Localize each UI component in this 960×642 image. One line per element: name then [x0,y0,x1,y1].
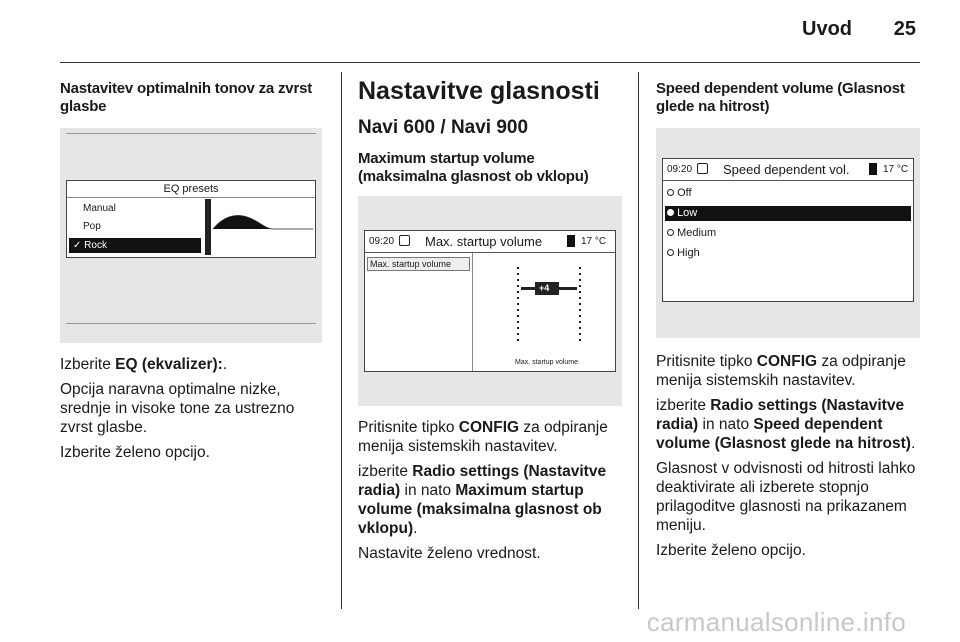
phone-icon [869,163,877,175]
max-startup-title-row [365,231,615,253]
speed-paragraph-4: Izberite želeno opcijo. [656,542,806,559]
eq-option-pop[interactable]: Pop [83,221,101,232]
page-number: 25 [893,18,916,40]
eq-paragraph-3: Izberite želeno opcijo. [60,444,210,461]
max-startup-screenshot [358,196,622,406]
volume-paragraph-2: izberite Radio settings (Nastavitve radia) in nato Maximum startup volume (maksimalna glasnost ob vklopu). [358,463,607,537]
option-off[interactable]: Off [665,187,692,199]
max-startup-list [365,253,473,371]
eq-scrollbar[interactable] [205,199,211,255]
volume-paragraph-1: Pritisnite tipko CONFIG za odpiranje menija sistemskih nastavitev. [358,419,608,455]
max-startup-screen-title: Max. startup volume [425,234,543,249]
eq-option-rock-label: Rock [84,240,107,251]
section-title-volume: Nastavitve glasnosti [358,77,600,105]
checkmark-icon: ✓ [73,240,82,251]
column-divider-2 [638,72,639,609]
section-heading-max-startup: Maximum startup volume (maksimalna glasnost ob vklopu) [358,150,589,185]
eq-curve-graphic [213,199,313,255]
radio-icon [667,189,674,196]
chapter-title: Uvod [802,18,852,40]
eq-paragraph-1: Izberite EQ (ekvalizer):. [60,356,228,373]
speed-paragraph-3: Glasnost v odvisnosti od hitrosti lahko deaktivirate ali izberete stopnjo prilagoditve glasnosti na prikazanem meniju. [656,460,916,534]
speed-volume-title-row [663,159,913,181]
temperature: 17 °C [883,164,909,175]
header-rule [60,62,920,63]
eq-option-rock[interactable] [69,238,201,253]
phone-icon [567,235,575,247]
volume-caption: Max. startup volume [515,359,579,366]
column-speed-volume [656,80,922,566]
radio-icon [667,249,674,256]
volume-slider-graphic[interactable] [505,267,585,355]
max-startup-list-item[interactable]: Max. startup volume [367,257,470,271]
column-eq [60,80,328,468]
speed-paragraph-1: Pritisnite tipko CONFIG za odpiranje menija sistemskih nastavitev. [656,353,906,389]
eq-option-manual[interactable]: Manual [83,203,116,214]
radio-icon [667,229,674,236]
volume-paragraph-3: Nastavite želeno vrednost. [358,545,541,562]
temperature: 17 °C [581,236,607,247]
speed-volume-screen [662,158,914,302]
back-icon[interactable] [697,163,708,174]
eq-presets-screen [66,180,316,258]
radio-selected-icon [667,209,674,216]
subsection-title-navi: Navi 600 / Navi 900 [358,117,529,138]
back-icon[interactable] [399,235,410,246]
watermark: carmanualsonline.info [646,607,906,637]
volume-value: +4 [539,283,550,293]
speed-paragraph-2: izberite Radio settings (Nastavitve radia) in nato Speed dependent volume (Glasnost glede na hitrost). [656,397,916,452]
speed-volume-screenshot [656,128,920,338]
column-volume [358,77,622,569]
section-heading-speed: Speed dependent volume (Glasnost glede na hitrost) [656,80,905,115]
clock-time: 09:20 [369,236,395,247]
eq-presets-screenshot [60,128,322,343]
option-high[interactable]: High [665,247,700,259]
option-low[interactable]: Low [665,206,911,221]
eq-screen-title: EQ presets [67,181,315,198]
option-medium[interactable]: Medium [665,227,716,239]
eq-paragraph-2: Opcija naravna optimalne nizke, srednje in visoke tone za ustrezno zvrst glasbe. [60,381,295,436]
section-heading-eq: Nastavitev optimalnih tonov za zvrst glasbe [60,80,313,115]
speed-volume-screen-title: Speed dependent vol. [723,162,850,177]
clock-time: 09:20 [667,164,693,175]
column-divider-1 [341,72,342,609]
max-startup-screen [364,230,616,372]
